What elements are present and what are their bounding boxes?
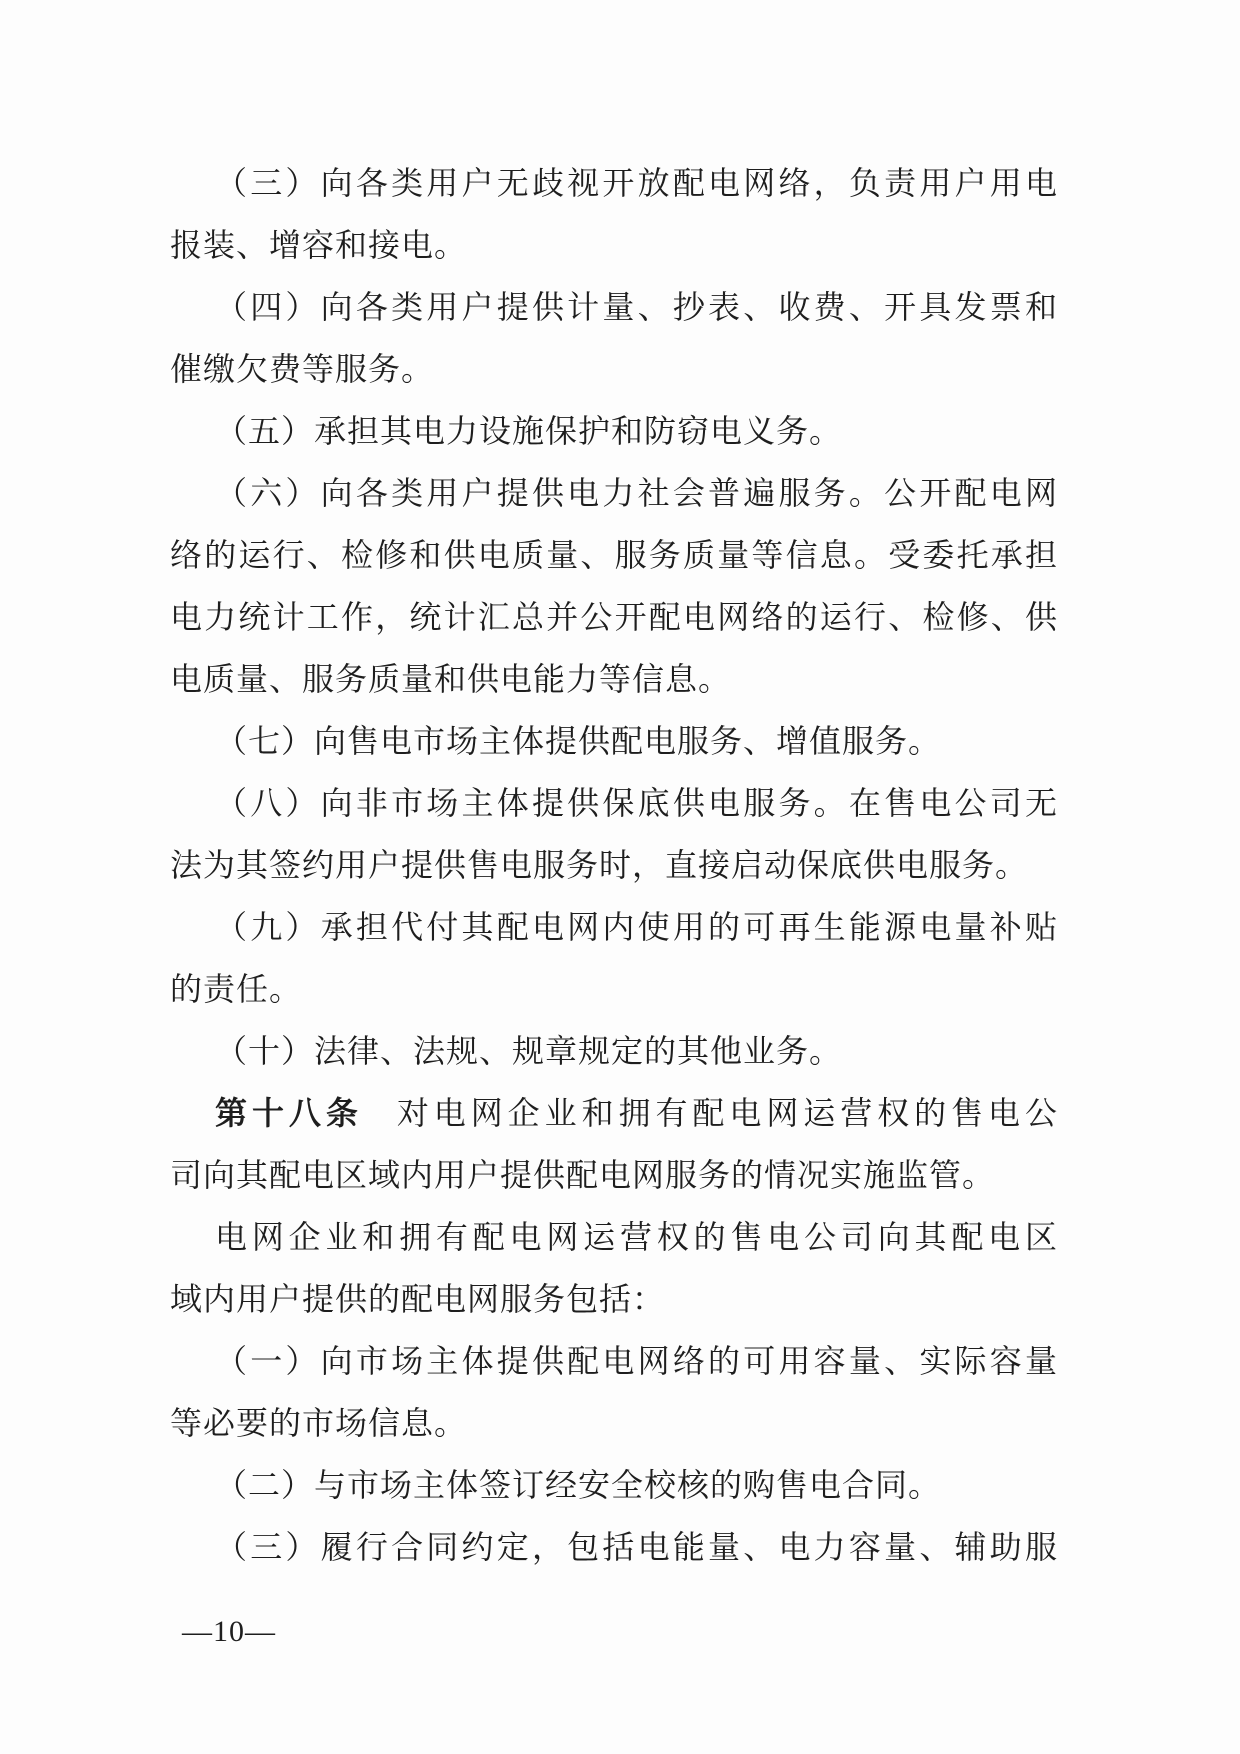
text-line: （三）向各类用户无歧视开放配电网络，负责用户用电 xyxy=(215,165,1058,201)
text-line: （九）承担代付其配电网内使用的可再生能源电量补贴 xyxy=(215,909,1058,945)
article-text: 对电网企业和拥有配电网运营权的售电公 xyxy=(396,1095,1058,1131)
text-line: 催缴欠费等服务。 xyxy=(170,351,435,387)
text-line: （七）向售电市场主体提供配电服务、增值服务。 xyxy=(215,723,942,759)
text-line: （五）承担其电力设施保护和防窃电义务。 xyxy=(215,413,843,449)
article-number: 第十八条 xyxy=(215,1095,363,1131)
text-line: 司向其配电区域内用户提供配电网服务的情况实施监管。 xyxy=(170,1157,996,1193)
text-line: 络的运行、检修和供电质量、服务质量等信息。受委托承担 xyxy=(170,537,1058,573)
text-line: 域内用户提供的配电网服务包括： xyxy=(170,1281,666,1317)
text-line: （二）与市场主体签订经安全校核的购售电合同。 xyxy=(215,1467,942,1503)
text-line: 电质量、服务质量和供电能力等信息。 xyxy=(170,661,732,697)
text-line: 电力统计工作，统计汇总并公开配电网络的运行、检修、供 xyxy=(170,599,1058,635)
text-line: 的责任。 xyxy=(170,971,303,1007)
text-line: （一）向市场主体提供配电网络的可用容量、实际容量 xyxy=(215,1343,1058,1379)
text-line: 报装、增容和接电。 xyxy=(170,227,468,263)
text-line: （四）向各类用户提供计量、抄表、收费、开具发票和 xyxy=(215,289,1058,325)
text-line: 电网企业和拥有配电网运营权的售电公司向其配电区 xyxy=(215,1219,1058,1255)
text-line: （三）履行合同约定，包括电能量、电力容量、辅助服 xyxy=(215,1529,1058,1565)
article-18-heading-line xyxy=(170,1082,1058,1144)
text-line: （八）向非市场主体提供保底供电服务。在售电公司无 xyxy=(215,785,1058,821)
text-line: 法为其签约用户提供售电服务时，直接启动保底供电服务。 xyxy=(170,847,1029,883)
text-line: （十）法律、法规、规章规定的其他业务。 xyxy=(215,1033,843,1069)
page-number: —10— xyxy=(182,1615,276,1648)
body-text-block xyxy=(170,152,1058,1578)
text-line: （六）向各类用户提供电力社会普遍服务。公开配电网 xyxy=(215,475,1058,511)
text-line: 等必要的市场信息。 xyxy=(170,1405,468,1441)
